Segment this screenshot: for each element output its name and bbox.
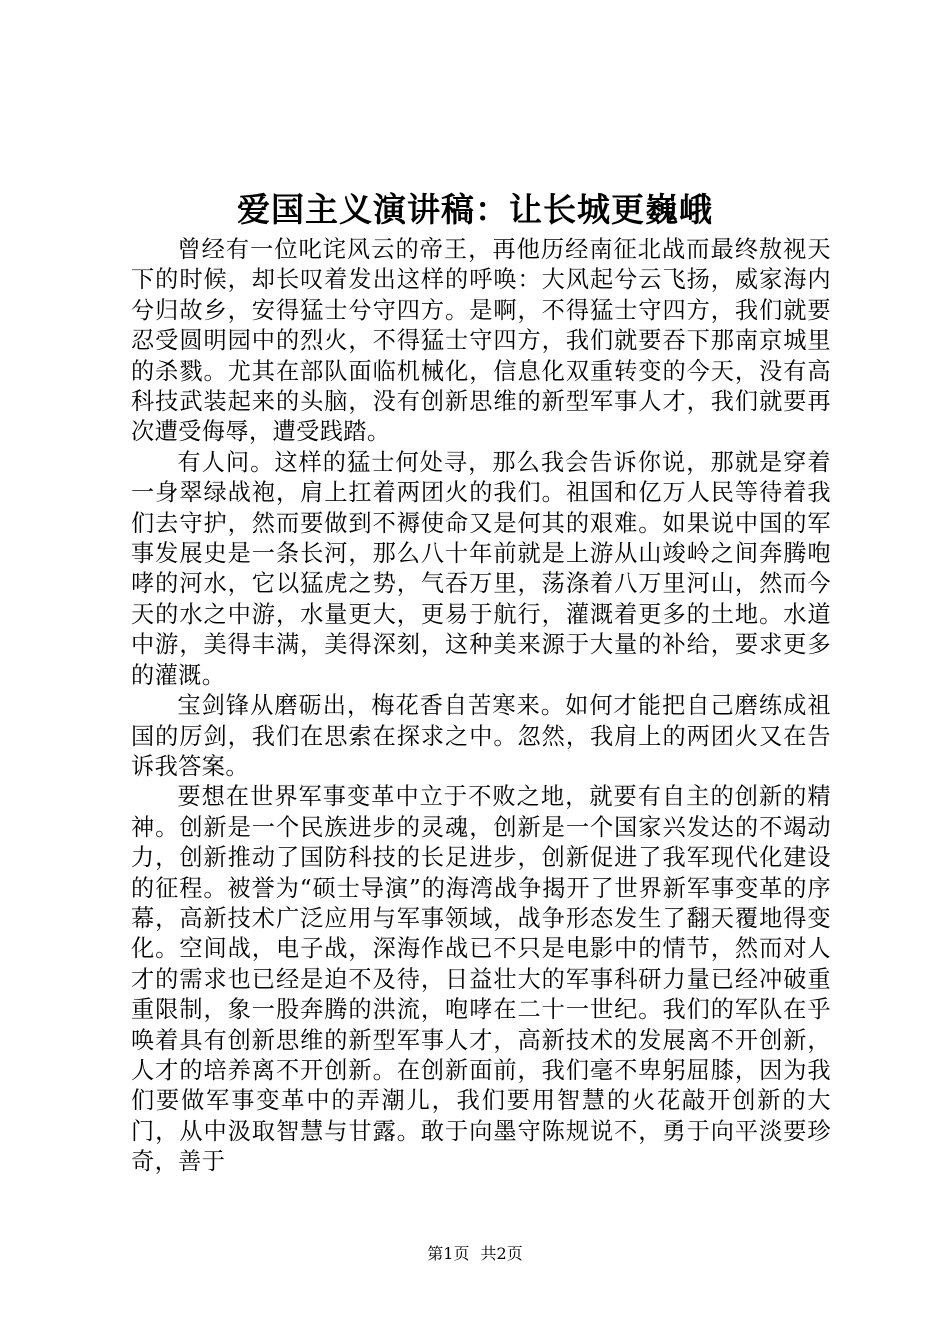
document-title: 爱国主义演讲稿：让长城更巍峨	[237, 190, 713, 229]
page-total: 共2页	[480, 1244, 523, 1263]
page-number: 第1页	[427, 1244, 470, 1263]
paragraph: 曾经有一位叱诧风云的帝王，再他历经南征北战而最终敖视天下的时候，却长叹着发出这样的呼唤：大风起兮云飞扬，威家海内兮归故乡，安得猛士兮守四方。是啊，不得猛士守四方，我们就要忍受圆明园中的烈火，不得猛士守四方，我们就要吞下那南京城里的杀戮。尤其在部队面临机械化，信息化双重转变的今天，没有高科技武装起来的头脑，没有创新思维的新型军事人才，我们就要再次遭受侮辱，遭受践踏。	[131, 236, 831, 446]
page-footer	[0, 1242, 950, 1266]
document-body	[131, 235, 831, 1178]
paragraph: 要想在世界军事变革中立于不败之地，就要有自主的创新的精神。创新是一个民族进步的灵魂，创新是一个国家兴发达的不竭动力，创新推动了国防科技的长足进步，创新促进了我军现代化建设的征程。被誉为“硕士导演”的海湾战争揭开了世界新军事变革的序幕，高新技术广泛应用与军事领域，战争形态发生了翻天覆地得变化。空间战，电子战，深海作战已不只是电影中的情节，然而对人才的需求也已经是迫不及待，日益壮大的军事科研力量已经冲破重重限制，象一股奔腾的洪流，咆哮在二十一世纪。我们的军队在乎唤着具有创新思维的新型军事人才，高新技术的发展离不开创新，人才的培养离不开创新。在创新面前，我们毫不卑躬屈膝，因为我们要做军事变革中的弄潮儿，我们要用智慧的火花敲开创新的大门，从中汲取智慧与甘露。敢于向墨守陈规说不，勇于向平淡要珍奇，善于	[131, 783, 831, 1176]
paragraph: 有人问。这样的猛士何处寻，那么我会告诉你说，那就是穿着一身翠绿战袍，肩上扛着两团火的我们。祖国和亿万人民等待着我们去守护，然而要做到不褥使命又是何其的艰难。如果说中国的军事发展史是一条长河，那么八十年前就是上游从山竣岭之间奔腾咆哮的河水，它以猛虎之势，气吞万里，荡涤着八万里河山，然而今天的水之中游，水量更大，更易于航行，灌溉着更多的土地。水道中游，美得丰满，美得深刻，这种美来源于大量的补给，要求更多的灌溉。	[131, 448, 831, 689]
paragraph: 宝剑锋从磨砺出，梅花香自苦寒来。如何才能把自己磨练成祖国的厉剑，我们在思索在探求之中。忽然，我肩上的两团火又在告诉我答案。	[131, 692, 831, 780]
